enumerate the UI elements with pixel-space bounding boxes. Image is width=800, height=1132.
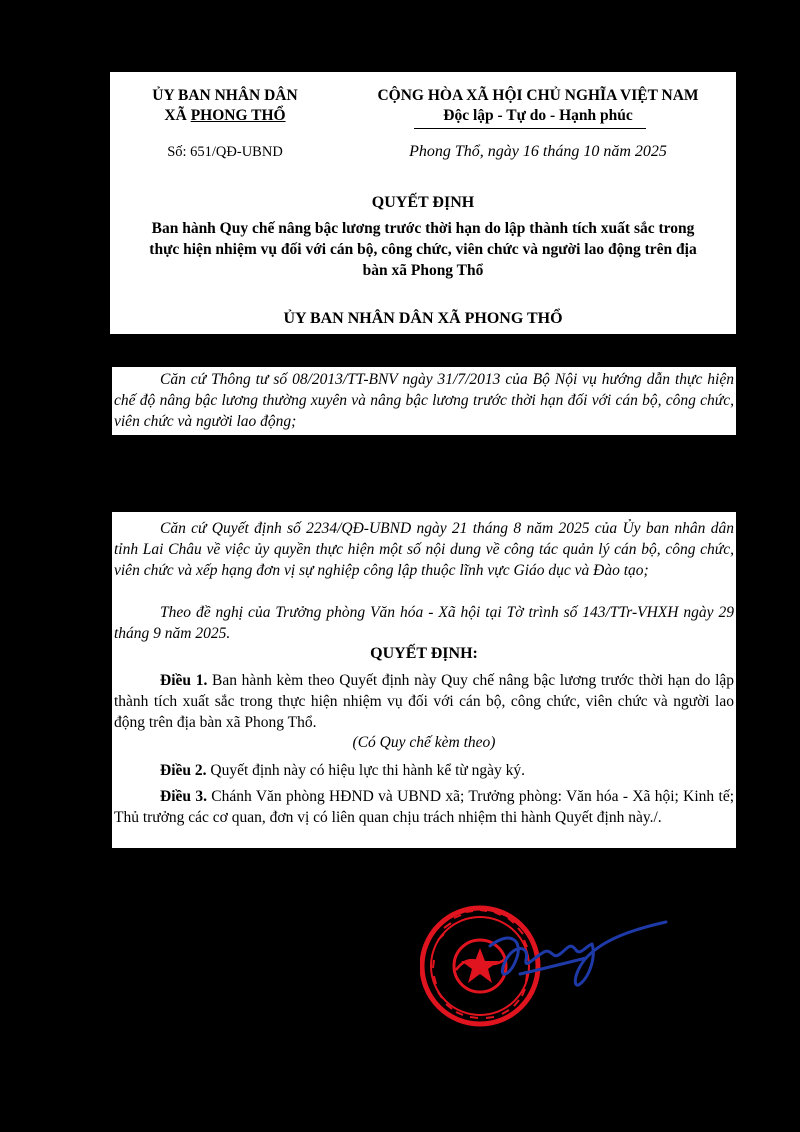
national-motto: Độc lập - Tự do - Hạnh phúc <box>443 107 633 124</box>
national-title: CỘNG HÒA XÃ HỘI CHỦ NGHĨA VIỆT NAM <box>377 87 699 104</box>
legal-basis-circular: Căn cứ Thông tư số 08/2013/TT-BNV ngày 31/7/2013 của Bộ Nội vụ hướng dẫn thực hiện chế độ nâng bậc lương thường xuyên và nâng bậc lương trước thời hạn đối với cán bộ, công chức, viên chức và người lao động; <box>114 371 734 430</box>
proposal-basis: Theo đề nghị của Trưởng phòng Văn hóa - Xã hội tại Tờ trình số 143/TTr-VHXH ngày 29 tháng 9 năm 2025. <box>114 604 734 642</box>
commune-name: XÃ PHONG THỔ <box>164 107 286 124</box>
decides-heading: QUYẾT ĐỊNH: <box>370 645 478 662</box>
legal-basis-block-1 <box>112 367 736 435</box>
article-3: Điều 3. Chánh Văn phòng HĐND và UBND xã; Trưởng phòng: Văn hóa - Xã hội; Kinh tế; Thủ trưởng các cơ quan, đơn vị có liên quan chịu trách nhiệm thi hành Quyết định này./. <box>114 788 735 826</box>
document-header <box>110 72 736 334</box>
red-seal-icon <box>422 908 538 1024</box>
signature-icon <box>490 922 666 985</box>
official-seal-and-signature <box>420 900 680 1040</box>
seal-and-signature-area <box>0 880 800 1132</box>
motto-underline <box>414 128 646 129</box>
document-number: Số: 651/QĐ-UBND <box>167 144 283 160</box>
decision-subject: Ban hành Quy chế nâng bậc lương trước thời hạn do lập thành tích xuất sắc trong thực hiện nhiệm vụ đối với cán bộ, công chức, viên chức và người lao động trên địa bàn xã Phong Thổ <box>149 220 697 279</box>
issuer-heading: ỦY BAN NHÂN DÂN XÃ PHONG THỔ <box>283 310 563 327</box>
decision-heading: QUYẾT ĐỊNH <box>371 194 475 211</box>
agency-name: ỦY BAN NHÂN DÂN <box>152 87 298 104</box>
article-1: Điều 1. Ban hành kèm theo Quyết định này Quy chế nâng bậc lương trước thời hạn do lập thành tích xuất sắc trong thực hiện nhiệm vụ đối với cán bộ, công chức, viên chức và người lao động trên địa bàn xã Phong Thổ. <box>114 672 734 731</box>
article-2: Điều 2. Quyết định này có hiệu lực thi hành kể từ ngày ký. <box>160 762 526 779</box>
attached-note: (Có Quy chế kèm theo) <box>352 734 496 751</box>
decision-body <box>112 512 736 848</box>
place-and-date: Phong Thổ, ngày 16 tháng 10 năm 2025 <box>409 143 667 160</box>
legal-basis-decision: Căn cứ Quyết định số 2234/QĐ-UBND ngày 21 tháng 8 năm 2025 của Ủy ban nhân dân tỉnh Lai Châu về việc ủy quyền thực hiện một số nội dung về công tác quản lý cán bộ, công chức, viên chức và xếp hạng đơn vị sự nghiệp công lập thuộc lĩnh vực Giáo dục và Đào tạo; <box>114 520 734 579</box>
